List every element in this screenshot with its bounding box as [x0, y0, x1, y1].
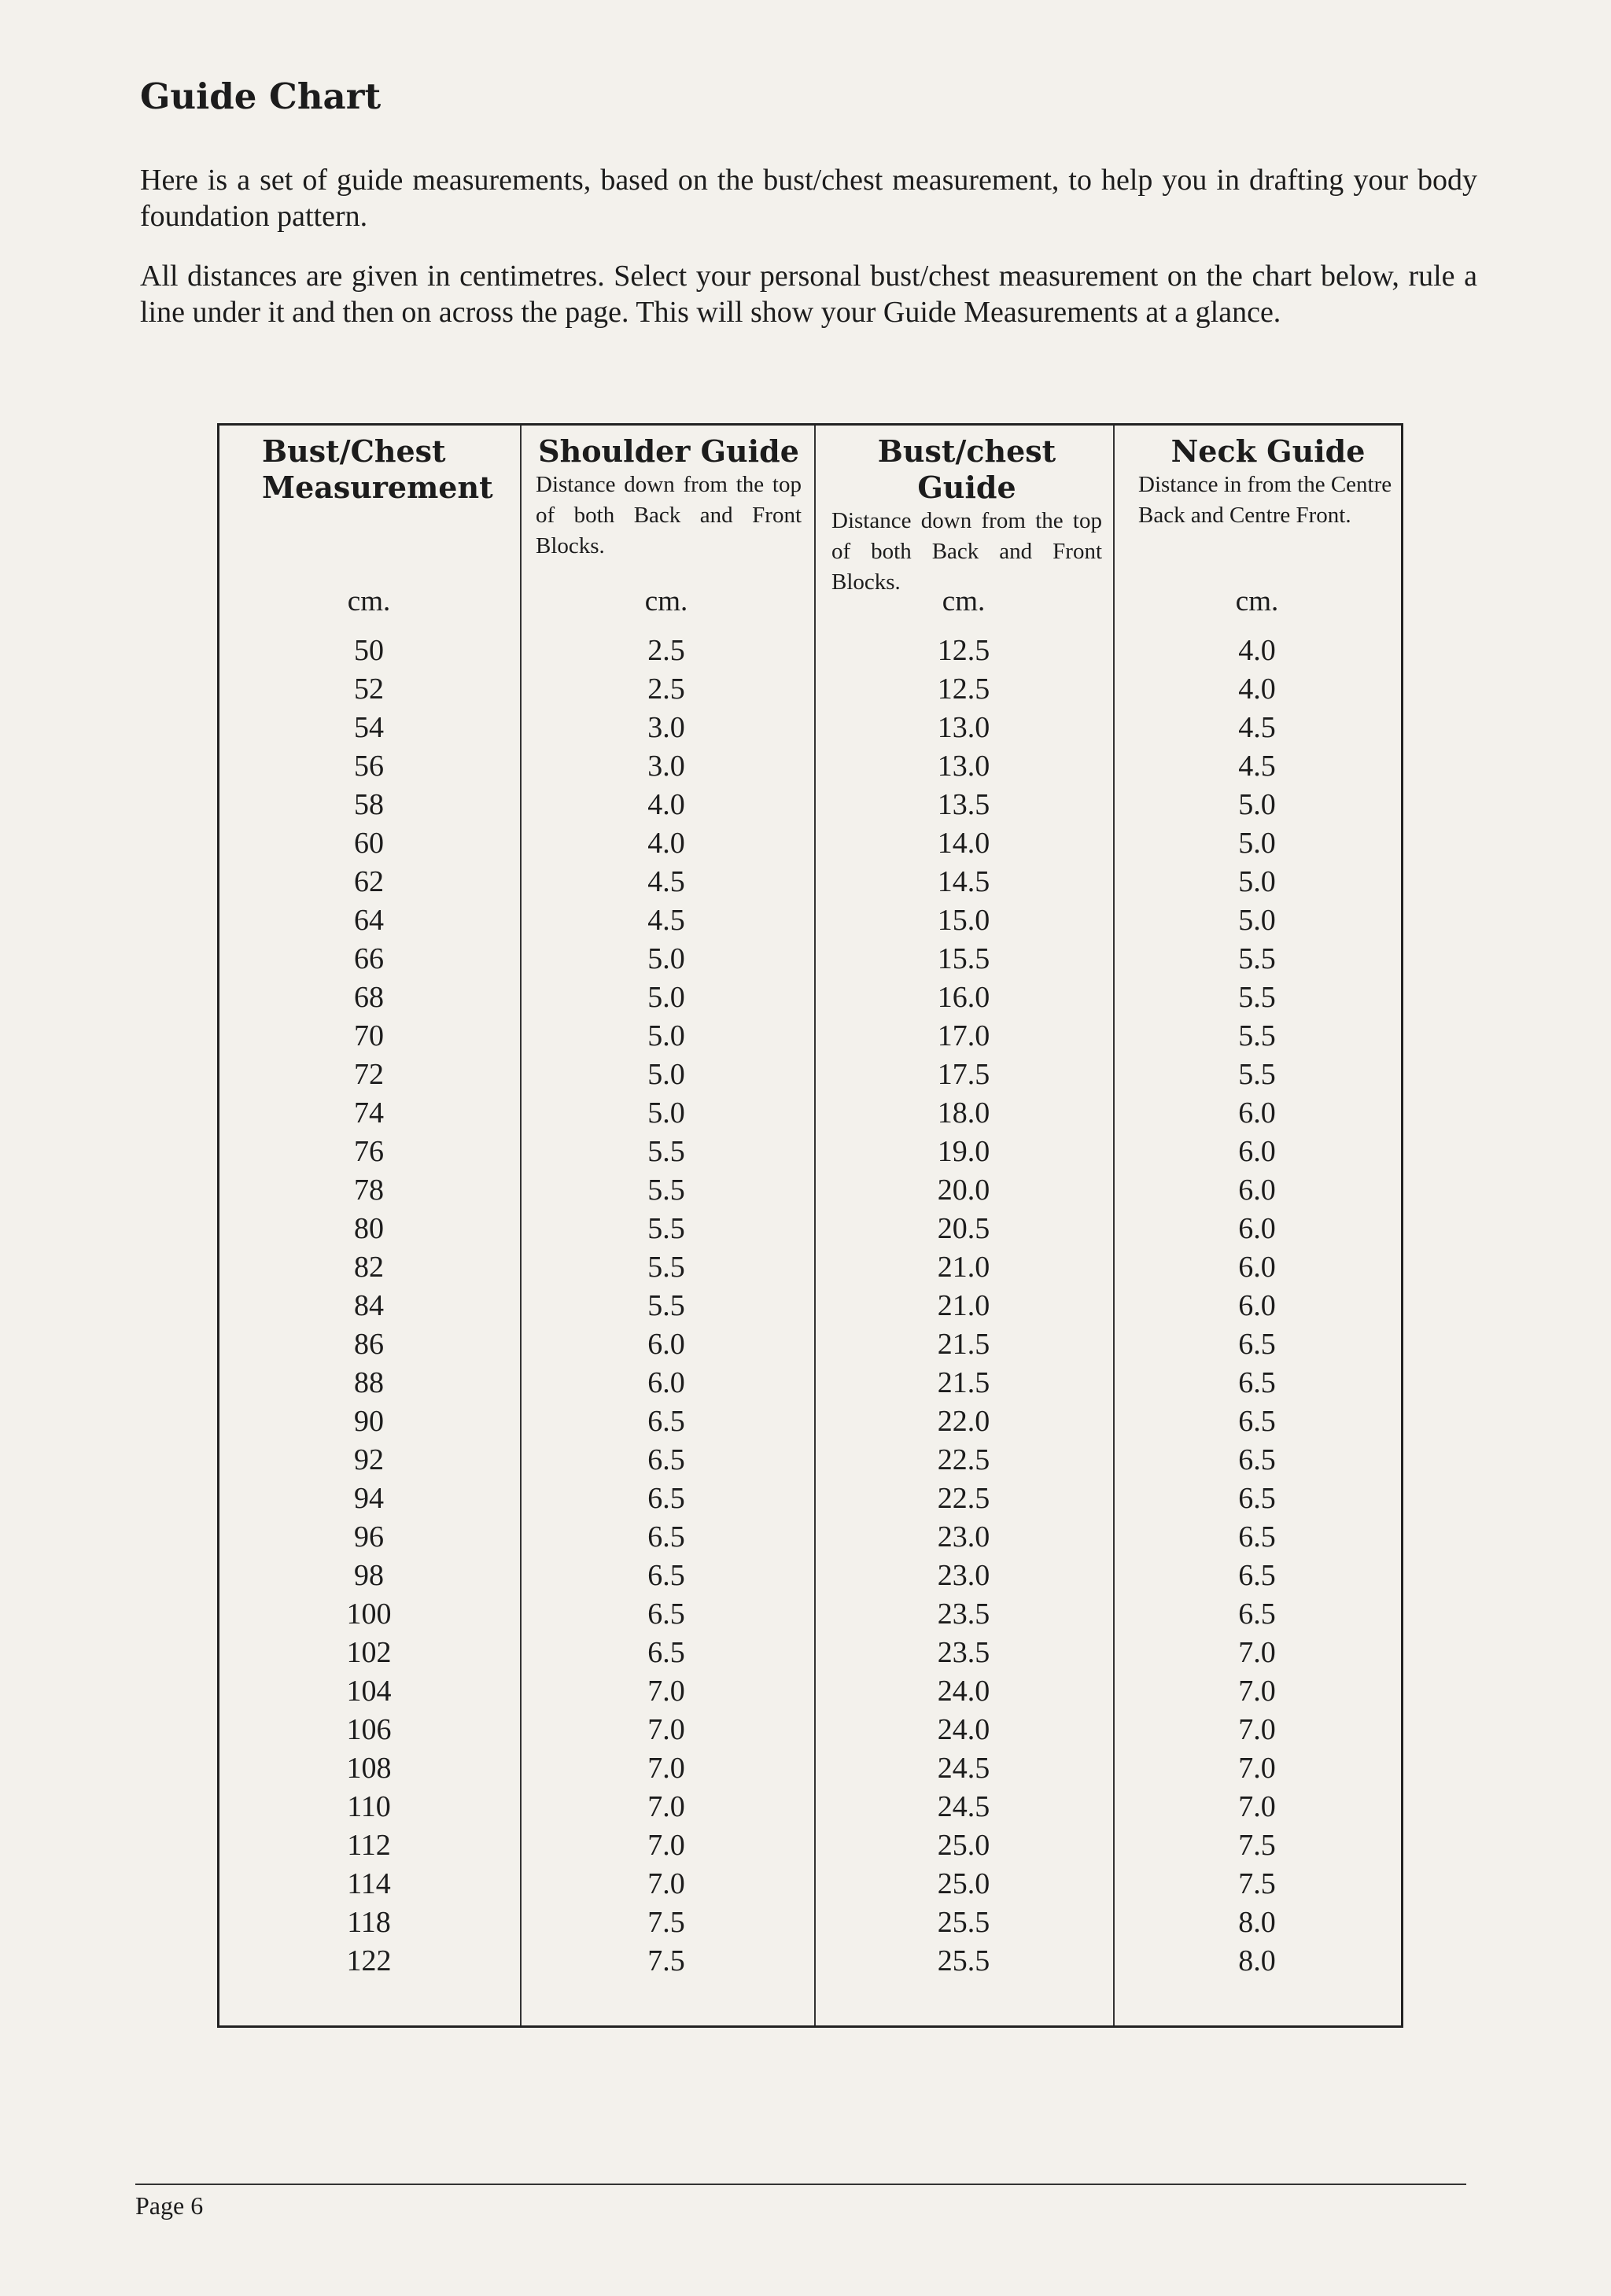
- table-row: [219, 1904, 1401, 1942]
- neck-guide-cell: 8.0: [1238, 1906, 1276, 1939]
- table-row: [219, 1441, 1401, 1480]
- bust-chest-guide-cell: 22.5: [937, 1482, 990, 1515]
- table-row: [219, 1480, 1401, 1518]
- bust-chest-cell: 78: [354, 1174, 384, 1207]
- bust-chest-guide-cell: 12.5: [937, 634, 990, 667]
- column-header-neck: [1138, 433, 1398, 531]
- table-row: [219, 670, 1401, 709]
- bust-chest-guide-cell: 22.5: [937, 1443, 990, 1476]
- column-title: Shoulder Guide: [538, 433, 799, 469]
- bust-chest-cell: 74: [354, 1096, 384, 1130]
- shoulder-guide-cell: 5.0: [647, 981, 685, 1014]
- column-header-shoulder: [536, 433, 802, 562]
- neck-guide-cell: 6.5: [1238, 1520, 1276, 1553]
- shoulder-guide-cell: 7.0: [647, 1867, 685, 1900]
- table-row: [219, 1672, 1401, 1711]
- table-row: [219, 1865, 1401, 1904]
- bust-chest-guide-cell: 20.0: [937, 1174, 990, 1207]
- bust-chest-guide-cell: 14.0: [937, 827, 990, 860]
- bust-chest-cell: 100: [346, 1598, 392, 1631]
- page-title: Guide Chart: [140, 76, 382, 117]
- table-row: [219, 709, 1401, 747]
- table-row: [219, 632, 1401, 670]
- column-subtitle: Distance down from the top of both Back and Front Blocks.: [536, 472, 802, 558]
- bust-chest-cell: 98: [354, 1559, 384, 1592]
- neck-guide-cell: 6.0: [1238, 1174, 1276, 1207]
- neck-guide-cell: 5.5: [1238, 1019, 1276, 1052]
- neck-guide-cell: 5.5: [1238, 942, 1276, 975]
- bust-chest-guide-cell: 21.0: [937, 1289, 990, 1322]
- bust-chest-guide-cell: 13.5: [937, 788, 990, 821]
- bust-chest-cell: 110: [347, 1790, 391, 1823]
- bust-chest-guide-cell: 19.0: [937, 1135, 990, 1168]
- neck-guide-cell: 7.0: [1238, 1713, 1276, 1746]
- neck-guide-cell: 5.5: [1238, 1058, 1276, 1091]
- bust-chest-cell: 82: [354, 1251, 384, 1284]
- bust-chest-guide-cell: 15.0: [937, 904, 990, 937]
- table-row: [219, 1749, 1401, 1788]
- bust-chest-cell: 76: [354, 1135, 384, 1168]
- bust-chest-guide-cell: 25.5: [937, 1906, 990, 1939]
- table-body: [219, 632, 1401, 1981]
- table-row: [219, 901, 1401, 940]
- page-number: Page 6: [135, 2191, 204, 2220]
- shoulder-guide-cell: 5.5: [647, 1135, 685, 1168]
- bust-chest-guide-cell: 23.5: [937, 1636, 990, 1669]
- bust-chest-guide-cell: 20.5: [937, 1212, 990, 1245]
- instructions-paragraph: All distances are given in centimetres. Select your personal bust/chest measurement on the chart below, rule a line under it and then on across the page. This will show your Guide Measurements at a glance.: [140, 260, 1477, 329]
- shoulder-guide-cell: 5.5: [647, 1289, 685, 1322]
- shoulder-guide-cell: 5.0: [647, 942, 685, 975]
- bust-chest-guide-cell: 25.5: [937, 1944, 990, 1977]
- shoulder-guide-cell: 7.5: [647, 1906, 685, 1939]
- table-row: [219, 1171, 1401, 1210]
- neck-guide-cell: 5.0: [1238, 827, 1276, 860]
- shoulder-guide-cell: 5.5: [647, 1251, 685, 1284]
- bust-chest-cell: 80: [354, 1212, 384, 1245]
- neck-guide-cell: 6.5: [1238, 1559, 1276, 1592]
- shoulder-guide-cell: 4.0: [647, 788, 685, 821]
- shoulder-guide-cell: 7.0: [647, 1790, 685, 1823]
- column-title: Neck Guide: [1170, 433, 1366, 469]
- shoulder-guide-cell: 6.5: [647, 1559, 685, 1592]
- table-row: [219, 824, 1401, 863]
- bust-chest-cell: 104: [346, 1675, 392, 1708]
- bust-chest-guide-cell: 21.0: [937, 1251, 990, 1284]
- shoulder-guide-cell: 7.0: [647, 1713, 685, 1746]
- bust-chest-cell: 64: [354, 904, 384, 937]
- shoulder-guide-cell: 4.0: [647, 827, 685, 860]
- bust-chest-guide-cell: 14.5: [937, 865, 990, 898]
- bust-chest-cell: 94: [354, 1482, 384, 1515]
- shoulder-guide-cell: 6.0: [647, 1366, 685, 1399]
- bust-chest-guide-cell: 23.0: [937, 1559, 990, 1592]
- neck-guide-cell: 8.0: [1238, 1944, 1276, 1977]
- bust-chest-cell: 62: [354, 865, 384, 898]
- bust-chest-guide-cell: 24.0: [937, 1675, 990, 1708]
- neck-guide-cell: 4.5: [1238, 750, 1276, 783]
- bust-chest-cell: 50: [354, 634, 384, 667]
- column-title: Bust/Chest Measurement: [262, 433, 493, 505]
- table-row: [219, 1056, 1401, 1094]
- bust-chest-cell: 70: [354, 1019, 384, 1052]
- table-row: [219, 1634, 1401, 1672]
- column-subtitle: Distance in from the Centre Back and Centre Front.: [1138, 472, 1392, 528]
- neck-guide-cell: 5.5: [1238, 981, 1276, 1014]
- bust-chest-cell: 84: [354, 1289, 384, 1322]
- table-row: [219, 1711, 1401, 1749]
- bust-chest-guide-cell: 24.0: [937, 1713, 990, 1746]
- bust-chest-guide-cell: 17.0: [937, 1019, 990, 1052]
- neck-guide-cell: 7.0: [1238, 1675, 1276, 1708]
- bust-chest-cell: 68: [354, 981, 384, 1014]
- shoulder-guide-cell: 6.5: [647, 1482, 685, 1515]
- neck-guide-cell: 7.0: [1238, 1752, 1276, 1785]
- neck-guide-cell: 7.0: [1238, 1636, 1276, 1669]
- bust-chest-guide-cell: 25.0: [937, 1829, 990, 1862]
- table-row: [219, 1557, 1401, 1595]
- bust-chest-cell: 92: [354, 1443, 384, 1476]
- shoulder-guide-cell: 6.5: [647, 1405, 685, 1438]
- bust-chest-guide-cell: 16.0: [937, 981, 990, 1014]
- shoulder-guide-cell: 3.0: [647, 750, 685, 783]
- neck-guide-cell: 6.0: [1238, 1251, 1276, 1284]
- shoulder-guide-cell: 5.0: [647, 1058, 685, 1091]
- neck-guide-cell: 6.5: [1238, 1482, 1276, 1515]
- table-row: [219, 1788, 1401, 1826]
- table-row: [219, 940, 1401, 978]
- bust-chest-guide-cell: 18.0: [937, 1096, 990, 1130]
- shoulder-guide-cell: 6.5: [647, 1443, 685, 1476]
- unit-label: cm.: [942, 585, 986, 617]
- bust-chest-guide-cell: 12.5: [937, 673, 990, 706]
- bust-chest-cell: 54: [354, 711, 384, 744]
- bust-chest-cell: 56: [354, 750, 384, 783]
- column-header-bust-chest: [262, 433, 498, 506]
- table-row: [219, 1518, 1401, 1557]
- bust-chest-guide-cell: 23.5: [937, 1598, 990, 1631]
- bust-chest-guide-cell: 15.5: [937, 942, 990, 975]
- bust-chest-cell: 102: [346, 1636, 392, 1669]
- neck-guide-cell: 4.5: [1238, 711, 1276, 744]
- shoulder-guide-cell: 6.5: [647, 1598, 685, 1631]
- neck-guide-cell: 6.0: [1238, 1289, 1276, 1322]
- shoulder-guide-cell: 7.0: [647, 1752, 685, 1785]
- footer-divider: [135, 2184, 1466, 2185]
- guide-chart-table: [217, 423, 1403, 2028]
- shoulder-guide-cell: 6.5: [647, 1636, 685, 1669]
- shoulder-guide-cell: 2.5: [647, 673, 685, 706]
- bust-chest-cell: 66: [354, 942, 384, 975]
- neck-guide-cell: 5.0: [1238, 865, 1276, 898]
- shoulder-guide-cell: 5.0: [647, 1019, 685, 1052]
- neck-guide-cell: 4.0: [1238, 634, 1276, 667]
- shoulder-guide-cell: 7.5: [647, 1944, 685, 1977]
- neck-guide-cell: 4.0: [1238, 673, 1276, 706]
- bust-chest-cell: 118: [347, 1906, 391, 1939]
- unit-label: cm.: [1235, 585, 1279, 617]
- table-row: [219, 1210, 1401, 1248]
- bust-chest-cell: 108: [346, 1752, 392, 1785]
- column-subtitle: Distance down from the top of both Back and Front Blocks.: [831, 508, 1102, 595]
- neck-guide-cell: 7.0: [1238, 1790, 1276, 1823]
- shoulder-guide-cell: 7.0: [647, 1675, 685, 1708]
- neck-guide-cell: 6.5: [1238, 1366, 1276, 1399]
- table-row: [219, 1402, 1401, 1441]
- bust-chest-cell: 72: [354, 1058, 384, 1091]
- neck-guide-cell: 5.0: [1238, 788, 1276, 821]
- neck-guide-cell: 6.0: [1238, 1135, 1276, 1168]
- neck-guide-cell: 7.5: [1238, 1867, 1276, 1900]
- table-row: [219, 1094, 1401, 1133]
- table-row: [219, 863, 1401, 901]
- bust-chest-guide-cell: 13.0: [937, 711, 990, 744]
- table-row: [219, 1133, 1401, 1171]
- shoulder-guide-cell: 5.5: [647, 1174, 685, 1207]
- neck-guide-cell: 6.5: [1238, 1443, 1276, 1476]
- shoulder-guide-cell: 2.5: [647, 634, 685, 667]
- column-title: Bust/chest Guide: [877, 433, 1056, 505]
- bust-chest-cell: 58: [354, 788, 384, 821]
- table-row: [219, 1248, 1401, 1287]
- bust-chest-cell: 60: [354, 827, 384, 860]
- table-row: [219, 1942, 1401, 1981]
- table-row: [219, 1287, 1401, 1325]
- shoulder-guide-cell: 5.0: [647, 1096, 685, 1130]
- neck-guide-cell: 5.0: [1238, 904, 1276, 937]
- neck-guide-cell: 6.5: [1238, 1405, 1276, 1438]
- unit-label: cm.: [347, 585, 391, 617]
- bust-chest-guide-cell: 24.5: [937, 1790, 990, 1823]
- bust-chest-guide-cell: 13.0: [937, 750, 990, 783]
- bust-chest-cell: 90: [354, 1405, 384, 1438]
- bust-chest-guide-cell: 25.0: [937, 1867, 990, 1900]
- bust-chest-cell: 86: [354, 1328, 384, 1361]
- neck-guide-cell: 6.0: [1238, 1096, 1276, 1130]
- neck-guide-cell: 6.5: [1238, 1598, 1276, 1631]
- bust-chest-cell: 114: [347, 1867, 391, 1900]
- table-row: [219, 1017, 1401, 1056]
- bust-chest-guide-cell: 24.5: [937, 1752, 990, 1785]
- table-row: [219, 1595, 1401, 1634]
- intro-paragraph: Here is a set of guide measurements, based on the bust/chest measurement, to help you in drafting your body foundation pattern.: [140, 164, 1477, 233]
- table-row: [219, 978, 1401, 1017]
- shoulder-guide-cell: 4.5: [647, 904, 685, 937]
- neck-guide-cell: 6.0: [1238, 1212, 1276, 1245]
- bust-chest-guide-cell: 23.0: [937, 1520, 990, 1553]
- shoulder-guide-cell: 7.0: [647, 1829, 685, 1862]
- table-row: [219, 1826, 1401, 1865]
- bust-chest-guide-cell: 22.0: [937, 1405, 990, 1438]
- shoulder-guide-cell: 3.0: [647, 711, 685, 744]
- bust-chest-cell: 122: [346, 1944, 392, 1977]
- bust-chest-guide-cell: 21.5: [937, 1328, 990, 1361]
- shoulder-guide-cell: 6.0: [647, 1328, 685, 1361]
- bust-chest-guide-cell: 21.5: [937, 1366, 990, 1399]
- table-row: [219, 1364, 1401, 1402]
- unit-label: cm.: [644, 585, 688, 617]
- bust-chest-cell: 96: [354, 1520, 384, 1553]
- bust-chest-cell: 88: [354, 1366, 384, 1399]
- bust-chest-cell: 112: [347, 1829, 391, 1862]
- neck-guide-cell: 7.5: [1238, 1829, 1276, 1862]
- bust-chest-cell: 106: [346, 1713, 392, 1746]
- table-row: [219, 747, 1401, 786]
- shoulder-guide-cell: 6.5: [647, 1520, 685, 1553]
- neck-guide-cell: 6.5: [1238, 1328, 1276, 1361]
- shoulder-guide-cell: 5.5: [647, 1212, 685, 1245]
- column-header-bust-chest-guide: [831, 433, 1102, 598]
- bust-chest-cell: 52: [354, 673, 384, 706]
- bust-chest-guide-cell: 17.5: [937, 1058, 990, 1091]
- table-row: [219, 1325, 1401, 1364]
- table-row: [219, 786, 1401, 824]
- shoulder-guide-cell: 4.5: [647, 865, 685, 898]
